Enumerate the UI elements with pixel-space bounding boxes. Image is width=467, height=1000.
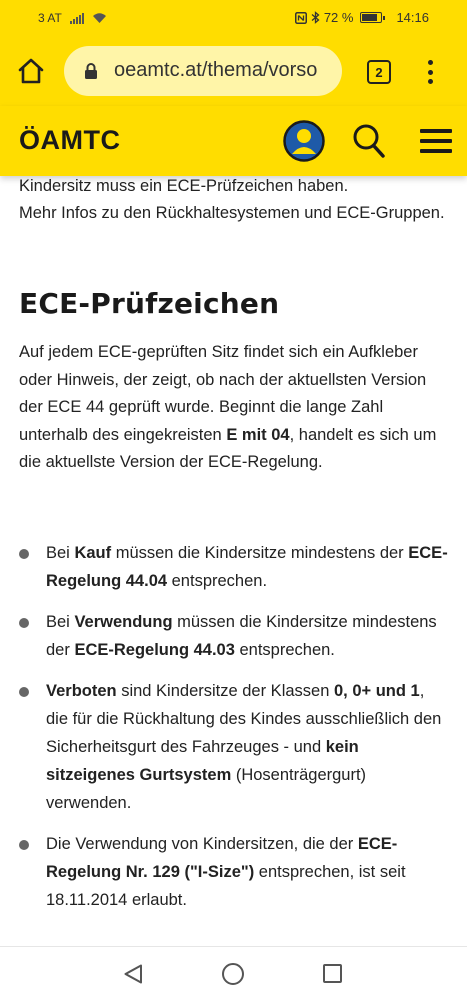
intro-text — [19, 176, 449, 227]
user-icon[interactable] — [283, 120, 325, 162]
rules-list — [19, 539, 449, 927]
list-item: Verboten sind Kindersitze der Klassen 0, 0+ und 1, die für die Rückhaltung des Kindes ausschließlich den Sicherheitsgurt des Fahrzeuges - und kein sitzeigenes Gurtsystem (Hosenträgergurt) verwenden. — [19, 677, 449, 817]
list-item: Bei Kauf müssen die Kindersitze mindestens der ECE-Regelung 44.04 entsprechen. — [19, 539, 449, 595]
bullet-icon — [19, 687, 29, 697]
lock-icon — [84, 63, 98, 79]
site-header — [0, 106, 467, 176]
bullet-icon — [19, 549, 29, 559]
clock: 14:16 — [396, 10, 429, 25]
back-icon[interactable] — [122, 963, 144, 985]
url-bar[interactable] — [64, 46, 342, 96]
status-bar — [0, 0, 467, 36]
bullet-icon — [19, 840, 29, 850]
wifi-icon — [92, 12, 107, 24]
bullet-icon — [19, 618, 29, 628]
section-paragraph: Auf jedem ECE-geprüften Sitz findet sich ein Aufkleber oder Hinweis, der zeigt, ob nach der aktuellsten Version der ECE 44 geprüft wurde. Beginnt die lange Zahl unterhalb des eingekreisten E mit 04, handelt es sich um die aktuellste Version der ECE-Regelung. — [19, 343, 437, 471]
list-item: Die Verwendung von Kindersitzen, die der ECE-Regelung Nr. 129 ("I-Size") entsprechen, ist seit 18.11.2014 erlaubt. — [19, 830, 449, 914]
intro-line: Kindersitz muss ein ECE-Prüfzeichen haben. — [19, 177, 349, 195]
home-circle-icon[interactable] — [222, 963, 244, 985]
system-nav-bar — [0, 946, 467, 1000]
list-item: Bei Verwendung müssen die Kindersitze mindestens der ECE-Regelung 44.03 entsprechen. — [19, 608, 449, 664]
browser-toolbar — [0, 36, 467, 106]
search-icon[interactable] — [352, 123, 386, 159]
more-vert-icon[interactable] — [420, 58, 440, 86]
battery-icon — [360, 12, 382, 23]
carrier-label: 3 AT — [38, 11, 62, 25]
recents-icon[interactable] — [323, 964, 342, 983]
tab-count: 2 — [375, 64, 383, 80]
section-title: ECE-Prüfzeichen — [19, 287, 280, 320]
intro-link[interactable]: Mehr Infos zu den Rückhaltesystemen und ECE-Gruppen. — [19, 204, 445, 222]
menu-icon[interactable] — [420, 129, 452, 153]
battery-percent: 72 % — [323, 10, 354, 25]
url-text: oeamtc.at/thema/vorso — [114, 59, 318, 81]
article-content — [0, 176, 467, 946]
signal-icon — [70, 12, 84, 24]
site-logo[interactable]: ÖAMTC — [19, 125, 121, 155]
bluetooth-icon — [311, 11, 320, 24]
nfc-icon — [295, 12, 307, 24]
home-icon[interactable] — [16, 56, 46, 86]
tabs-icon[interactable] — [367, 60, 391, 84]
